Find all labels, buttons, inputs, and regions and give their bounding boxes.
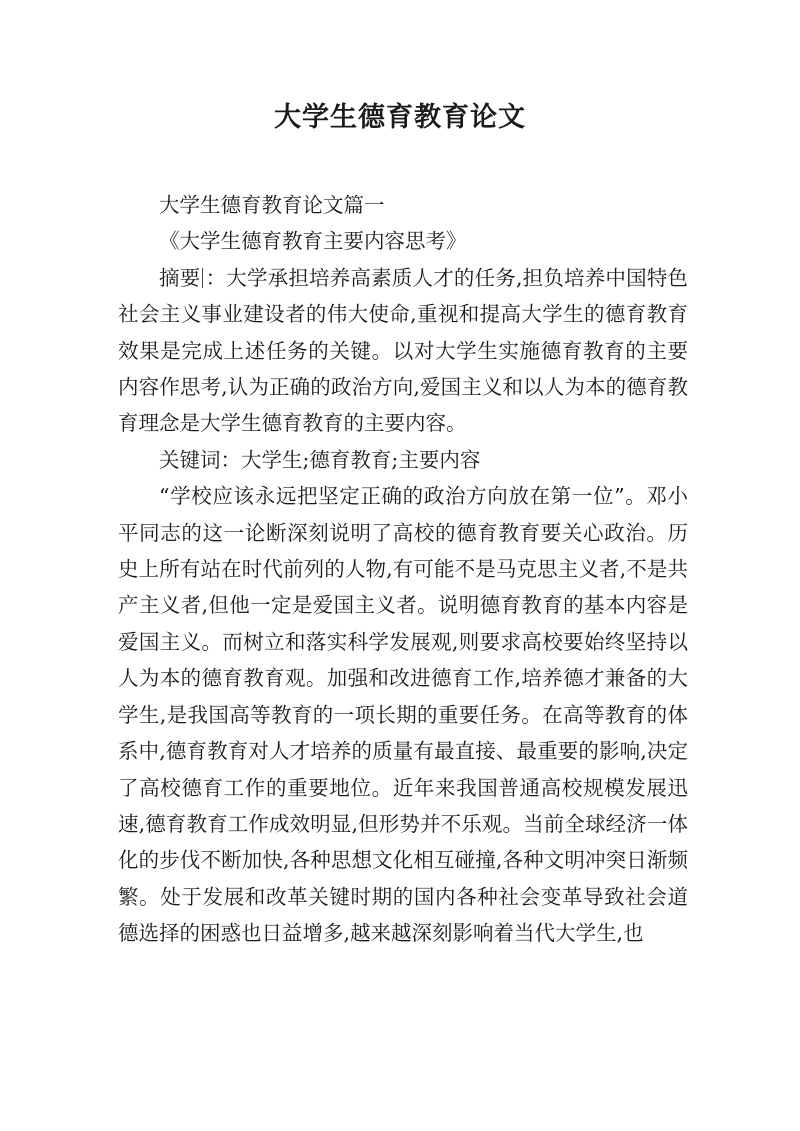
abstract-paragraph — [118, 260, 688, 442]
keywords-line: 关键词：大学生;德育教育;主要内容 — [159, 447, 481, 472]
abstract-label: 摘要 — [159, 265, 201, 290]
body-paragraph: “学校应该永远把坚定正确的政治方向放在第一位”。邓小平同志的这一论断深刻说明了高校的德育教育要关心政治。历史上所有站在时代前列的人物,有可能不是马克思主义者,不是共产主义者,但他一定是爱国主义者。说明德育教育的基本内容是爱国主义。而树立和落实科学发展观,则要求高校要始终坚持以人为本的德育教育观。加强和改进德育工作,培养德才兼备的大学生,是我国高等教育的一项长期的重要任务。在高等教育的体系中,德育教育对人才培养的质量有最直接、最重要的影响,决定了高校德育工作的重要地位。近年来我国普通高校规模发展迅速,德育教育工作成效明显,但形势并不乐观。当前全球经济一体化的步伐不断加快,各种思想文化相互碰撞,各种文明冲突日渐频繁。处于发展和改革关键时期的国内各种社会变革导致社会道德选择的困惑也日益增多,越来越深刻影响着当代大学生,也 — [118, 484, 688, 946]
document-title: 大学生德育教育论文 — [274, 102, 526, 133]
abstract-text: ：大学承担培养高素质人才的任务,担负培养中国特色社会主义事业建设者的伟大使命,重视和提高大学生的德育教育效果是完成上述任务的关键。以对大学生实施德育教育的主要内容作思考,认为正确的政治方向,爱国主义和以人为本的德育教育理念是大学生德育教育的主要内容。 — [118, 265, 689, 436]
text-cursor — [202, 268, 203, 288]
article-title: 《大学生德育教育主要内容思考》 — [159, 229, 467, 254]
document-body — [118, 187, 688, 952]
section-heading: 大学生德育教育论文篇一 — [159, 193, 385, 217]
